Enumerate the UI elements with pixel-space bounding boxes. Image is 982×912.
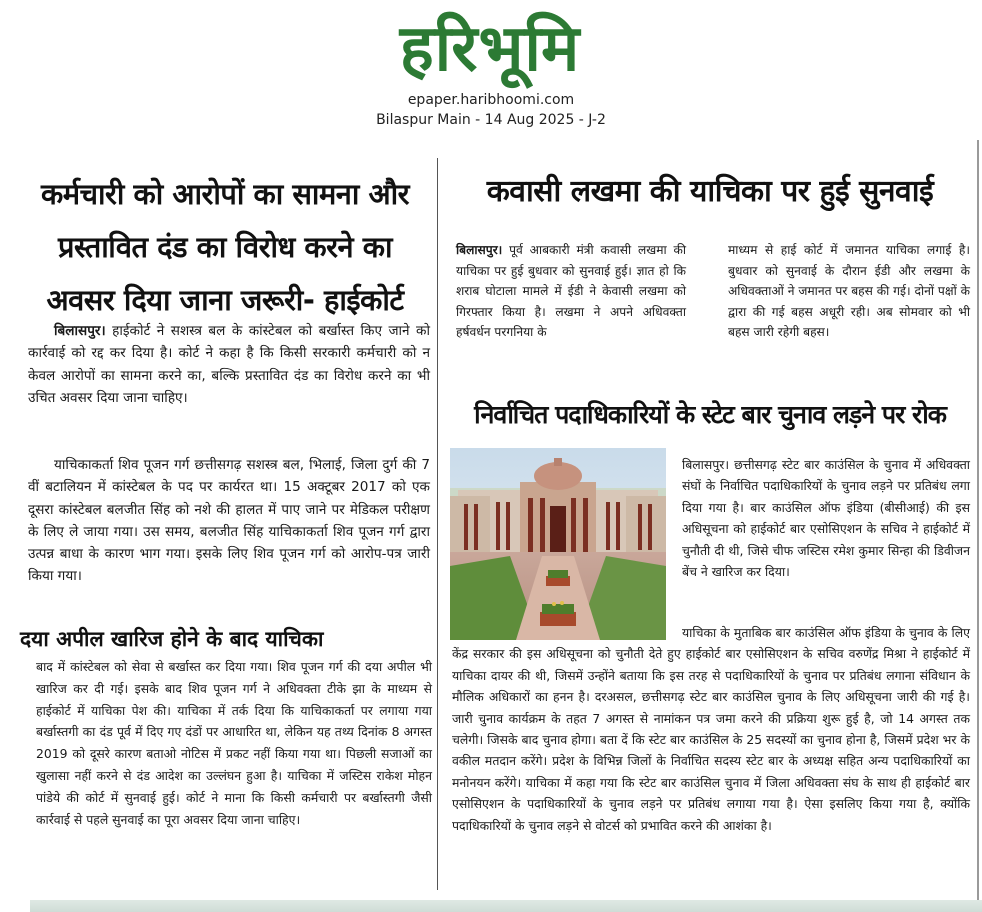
article-paragraph	[28, 320, 430, 409]
article-paragraph: बिलासपुर। छत्तीसगढ़ स्टेट बार काउंसिल के चुनाव में अधिवक्ता संघों के निर्वाचित पदाधिकारियों के चुनाव लड़ने पर प्रतिबंध लगा दिया गया है। बार काउंसिल ऑफ इंडिया (बीसीआई) की इस अधिसूचना को हाईकोर्ट बार एसोसिएशन के सचिव ने हाईकोर्ट में चुनौती दी थी, जिसे चीफ जस्टिस रमेश कुमार सिन्हा की डिवीजन बेंच ने खारिज कर दिया।	[682, 457, 970, 580]
paragraph-text: पूर्व आबकारी मंत्री कवासी लखमा की याचिका पर हुई बुधवार को सुनवाई हुई। ज्ञात हो कि शराब घोटाला मामले में ईडी ने केवासी लखमा को गिरफ्तार किया है। लखमा ने अपने अधिवक्ता हर्षवर्धन परगनिया के	[456, 243, 686, 340]
column-divider	[437, 158, 438, 890]
article-paragraph: माध्यम से हाई कोर्ट में जमानत याचिका लगाई है। बुधवार को सुनवाई के दौरान ईडी और लखमा के अधिवक्ताओं ने जमानत पर बहस की गई। दोनों पक्षों के द्वारा की गई बहस अधूरी रही। अब सोमवार को भी बहस जारी रहेगी बहस।	[728, 243, 970, 340]
paragraph-text: हाईकोर्ट ने सशस्त्र बल के कांस्टेबल को बर्खास्त किए जाने को कार्रवाई को रद्द कर दिया है। कोर्ट ने कहा है कि किसी सरकारी कर्मचारी को न केवल आरोपों का सामना करने का, बल्कि प्रस्तावित दंड का विरोध करने का भी उचित अवसर दिया जाना चाहिए।	[28, 323, 430, 406]
paragraph-text: याचिका के मुताबिक बार काउंसिल ऑफ इंडिया के चुनाव के लिए केंद्र सरकार की इस अधिसूचना को चुनौती देते हुए हाईकोर्ट बार एसोसिएशन के सचिव वरुणेंद्र मिश्रा ने हाईकोर्ट में याचिका दायर की थी, जिसमें उन्होंने बताया कि इस तरह से पदाधिकारियों के चुनाव पर प्रतिबंध लगाना संविधान के मौलिक अधिकारों का हनन है। दरअसल, छत्तीसगढ़ स्टेट बार काउंसिल चुनाव के लिए अधिसूचना जारी की गई है। जारी चुनाव कार्यक्रम के तहत 7 अगस्त से नामांकन पत्र जमा करने की प्रक्रिया शुरू हुई है, जो 14 अगस्त तक चलेगी। जिसके बाद चुनाव होगा। बता दें कि स्टेट बार काउंसिल के 25 सदस्यों का चुनाव होना है, जिसमें प्रदेश भर के वकील मतदान करेंगे। प्रदेश के विभिन्न जिलों के निर्वाचित सदस्य स्टेट बार के अध्यक्ष सहित अन्य पदाधिकारियों का मनोनयन करेंगे। याचिका में कहा गया कि स्टेट बार काउंसिल चुनाव में जिला अधिवक्ता संघ के साथ ही हाईकोर्ट बार एसोसिएशन के पदाधिकारियों के चुनाव लड़ने पर प्रतिबंध लगाया गया है। ऐसा इसलिए किया गया है, क्योंकि पदाधिकारियों के चुनाव लड़ने से वोटर्स को प्रभावित करने की आशंका है।	[452, 625, 970, 833]
dateline: बिलासपुर।	[456, 243, 503, 257]
next-article-strip	[30, 900, 982, 912]
high-court-photo[interactable]	[450, 448, 666, 640]
newspaper-logo[interactable]: हरिभूमि	[399, 11, 581, 86]
edition-line: Bilaspur Main - 14 Aug 2025 - J-2	[376, 112, 606, 128]
article-subheading: दया अपील खारिज होने के बाद याचिका	[20, 627, 324, 651]
article-paragraph: बाद में कांस्टेबल को सेवा से बर्खास्त कर दिया गया। शिव पूजन गर्ग की दया अपील भी खारिज कर दी गई। इसके बाद शिव पूजन गर्ग ने अधिवक्ता टीके झा के माध्यम से हाईकोर्ट में याचिका पेश की। याचिका में तर्क दिया कि याचिकाकर्ता पर लगाया गया बर्खास्तगी का दंड पूर्व में दिए गए दंडों पर आधारित था, लेकिन यह तथ्य दिनांक 8 अगस्त 2019 को दूसरे कारण बताओ नोटिस में प्रकट नहीं किया गया था। पिछली सजाओं का खुलासा नहीं करने से दंड आदेश का उल्लंघन हुआ है। याचिका में जस्टिस राकेश मोहन पांडेये की कोर्ट में सुनवाई हुई। कोर्ट ने माना कि किसी कर्मचारी पर बर्खास्तगी जैसी कार्रवाई से पहले सुनवाई का पूरा अवसर दिया जाना चाहिए।	[36, 659, 432, 827]
dateline: बिलासपुर।	[54, 323, 106, 339]
masthead	[0, 0, 982, 135]
article-headline-kawasi[interactable]: कवासी लखमा की याचिका पर हुई सुनवाई	[486, 174, 934, 209]
article-headline-karmachari[interactable]: कर्मचारी को आरोपों का सामना और प्रस्तावित दंड का विरोध करने का अवसर दिया जाना जरूरी- हाईकोर्ट	[40, 177, 410, 317]
article-headline-nirvachit[interactable]: निर्वाचित पदाधिकारियों के स्टेट बार चुनाव लड़ने पर रोक	[474, 400, 946, 429]
article-paragraph	[456, 240, 686, 343]
article-paragraph	[452, 622, 970, 836]
page-edge-rule	[977, 140, 979, 900]
article-paragraph: याचिकाकर्ता शिव पूजन गर्ग छत्तीसगढ़ सशस्त्र बल, भिलाई, जिला दुर्ग की 7 वीं बटालियन में कांस्टेबल के पद पर कार्यरत था। 15 अक्टूबर 2017 को एक दूसरा कांस्टेबल बलजीत सिंह को नशे की हालत में पाए जाने पर मेडिकल परीक्षण के लिए ले जाया गया। उस समय, बलजीत सिंह याचिकाकर्ता शिव पूजन गर्ग द्वारा उत्पन्न बाधा के कारण भाग गया। इसके लिए शिव पूजन गर्ग को आरोप-पत्र जारी किया गया।	[28, 457, 430, 585]
epaper-url: epaper.haribhoomi.com	[407, 92, 575, 108]
